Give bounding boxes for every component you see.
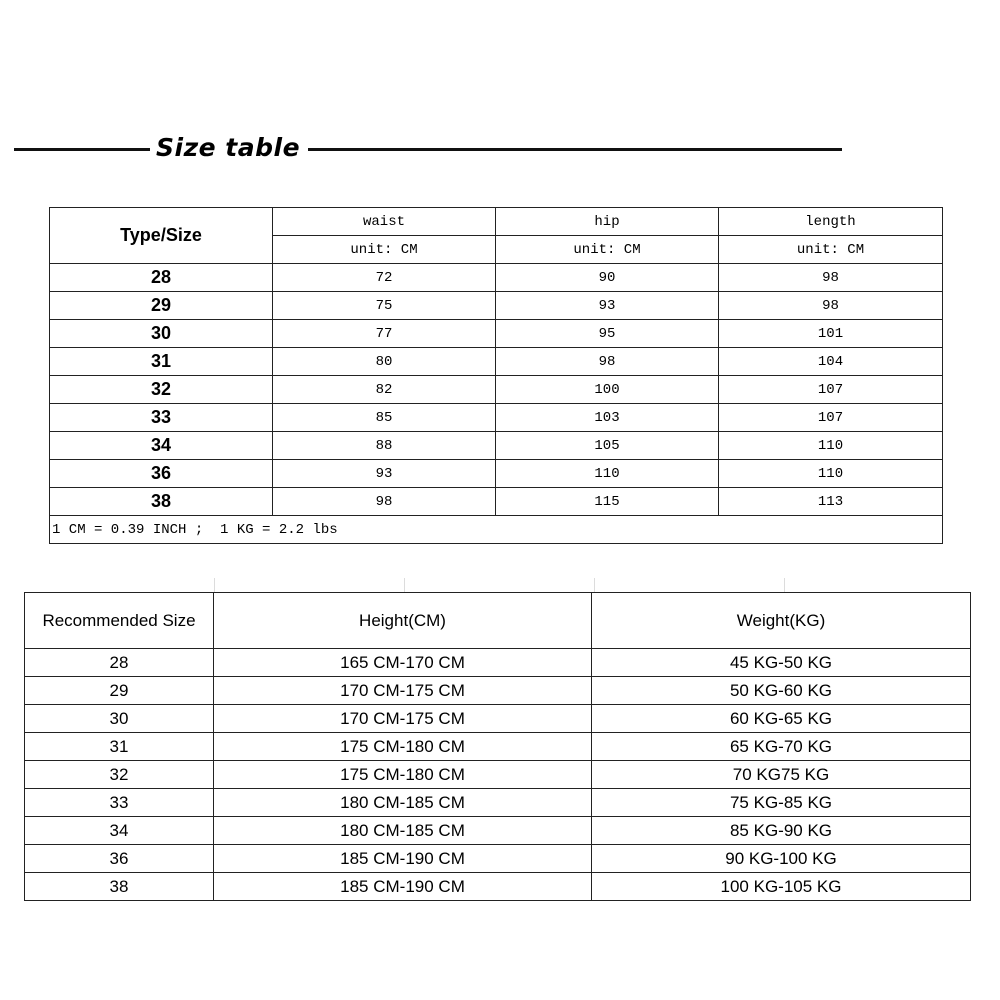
size-cell: 36: [25, 845, 214, 873]
header-recommended-size: Recommended Size: [25, 593, 214, 649]
size-cell: 34: [50, 432, 273, 460]
table-row: [25, 817, 971, 845]
height-cell: 175 CM-180 CM: [214, 761, 592, 789]
height-cell: 180 CM-185 CM: [214, 789, 592, 817]
table-row: [50, 460, 943, 488]
table-row: [50, 348, 943, 376]
size-cell: 30: [25, 705, 214, 733]
hip-cell: 103: [496, 404, 719, 432]
hip-cell: 115: [496, 488, 719, 516]
hip-cell: 95: [496, 320, 719, 348]
height-cell: 165 CM-170 CM: [214, 649, 592, 677]
waist-cell: 93: [273, 460, 496, 488]
waist-cell: 88: [273, 432, 496, 460]
length-cell: 110: [719, 432, 943, 460]
table-row: [25, 649, 971, 677]
length-cell: 98: [719, 292, 943, 320]
table-row: [50, 488, 943, 516]
height-cell: 180 CM-185 CM: [214, 817, 592, 845]
header-length: length: [719, 208, 943, 236]
waist-cell: 82: [273, 376, 496, 404]
size-cell: 29: [25, 677, 214, 705]
header-height: Height(CM): [214, 593, 592, 649]
unit-length: unit: CM: [719, 236, 943, 264]
hip-cell: 93: [496, 292, 719, 320]
table-row: [50, 320, 943, 348]
hip-cell: 110: [496, 460, 719, 488]
waist-cell: 77: [273, 320, 496, 348]
header-waist: waist: [273, 208, 496, 236]
size-cell: 31: [50, 348, 273, 376]
length-cell: 98: [719, 264, 943, 292]
header-type-size: Type/Size: [50, 208, 273, 264]
table-row: [50, 292, 943, 320]
table-row: [50, 404, 943, 432]
weight-cell: 100 KG-105 KG: [592, 873, 971, 901]
waist-cell: 85: [273, 404, 496, 432]
table-row: [50, 432, 943, 460]
hip-cell: 100: [496, 376, 719, 404]
weight-cell: 70 KG75 KG: [592, 761, 971, 789]
table-row: [25, 733, 971, 761]
size-cell: 33: [25, 789, 214, 817]
unit-hip: unit: CM: [496, 236, 719, 264]
length-cell: 104: [719, 348, 943, 376]
weight-cell: 50 KG-60 KG: [592, 677, 971, 705]
table-row: [25, 873, 971, 901]
length-cell: 101: [719, 320, 943, 348]
waist-cell: 80: [273, 348, 496, 376]
height-cell: 185 CM-190 CM: [214, 845, 592, 873]
size-cell: 32: [25, 761, 214, 789]
height-cell: 185 CM-190 CM: [214, 873, 592, 901]
title-rule-left: [14, 148, 150, 151]
table-row: [25, 677, 971, 705]
length-cell: 107: [719, 404, 943, 432]
conversion-note-row: [50, 516, 943, 544]
table-row: [25, 705, 971, 733]
size-cell: 34: [25, 817, 214, 845]
weight-cell: 75 KG-85 KG: [592, 789, 971, 817]
length-cell: 113: [719, 488, 943, 516]
size-cell: 38: [25, 873, 214, 901]
weight-cell: 65 KG-70 KG: [592, 733, 971, 761]
height-cell: 170 CM-175 CM: [214, 705, 592, 733]
hip-cell: 90: [496, 264, 719, 292]
length-cell: 107: [719, 376, 943, 404]
size-cell: 30: [50, 320, 273, 348]
size-cell: 28: [50, 264, 273, 292]
table-row: [25, 789, 971, 817]
header-hip: hip: [496, 208, 719, 236]
size-cell: 33: [50, 404, 273, 432]
page-title: Size table: [156, 133, 301, 162]
length-cell: 110: [719, 460, 943, 488]
waist-cell: 72: [273, 264, 496, 292]
recommended-size-table: [24, 592, 971, 901]
size-cell: 31: [25, 733, 214, 761]
size-cell: 36: [50, 460, 273, 488]
weight-cell: 45 KG-50 KG: [592, 649, 971, 677]
spreadsheet-gridlines: [24, 578, 970, 592]
unit-waist: unit: CM: [273, 236, 496, 264]
waist-cell: 75: [273, 292, 496, 320]
size-cell: 28: [25, 649, 214, 677]
waist-cell: 98: [273, 488, 496, 516]
table-row: [25, 761, 971, 789]
weight-cell: 85 KG-90 KG: [592, 817, 971, 845]
header-weight: Weight(KG): [592, 593, 971, 649]
table-row: [50, 376, 943, 404]
conversion-note: 1 CM = 0.39 INCH ; 1 KG = 2.2 lbs: [50, 516, 943, 544]
hip-cell: 98: [496, 348, 719, 376]
weight-cell: 90 KG-100 KG: [592, 845, 971, 873]
table-row: [50, 264, 943, 292]
table-row: [25, 845, 971, 873]
hip-cell: 105: [496, 432, 719, 460]
weight-cell: 60 KG-65 KG: [592, 705, 971, 733]
size-cell: 29: [50, 292, 273, 320]
height-cell: 175 CM-180 CM: [214, 733, 592, 761]
height-cell: 170 CM-175 CM: [214, 677, 592, 705]
title-rule-right: [308, 148, 842, 151]
size-cell: 32: [50, 376, 273, 404]
size-table: [49, 207, 943, 544]
size-cell: 38: [50, 488, 273, 516]
